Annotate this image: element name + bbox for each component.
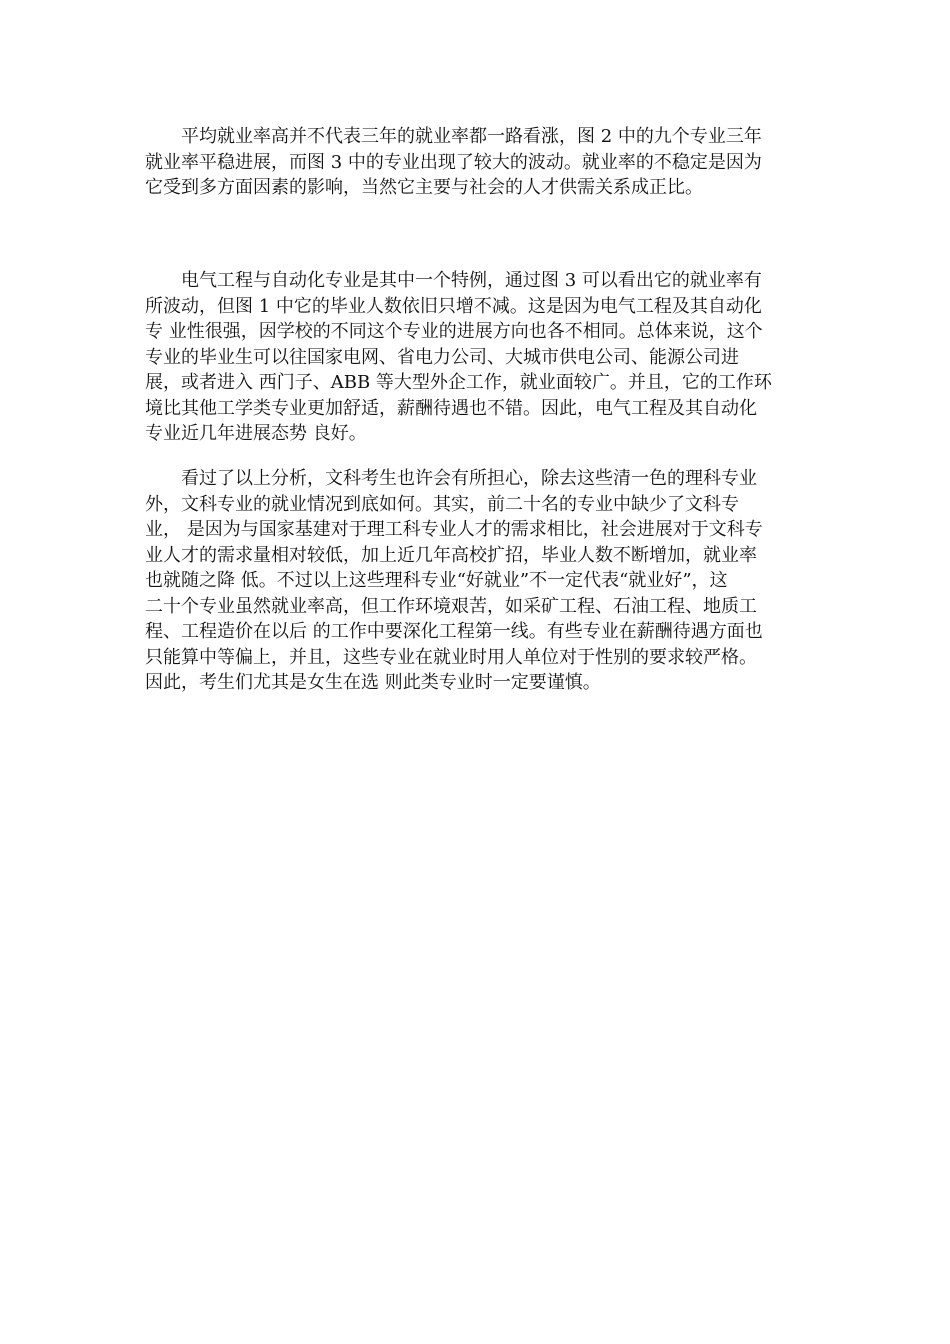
text-line: 专业近几年进展态势 良好。 — [145, 423, 367, 444]
text-line: 看过了以上分析，文科考生也许会有所担心，除去这些清一色的理科专业 — [145, 468, 757, 489]
text-line: 外，文科专业的就业情况到底如何。其实，前二十名的专业中缺少了文科专 — [145, 493, 739, 515]
paragraph-average-employment-rate — [145, 124, 810, 201]
text-line: 所波动，但图 1 中它的毕业人数依旧只增不减。这是因为电气工程及其自动化 — [145, 295, 762, 317]
text-line: 程、工程造价在以后 的工作中要深化工程第一线。有些专业在薪酬待遇方面也 — [145, 621, 763, 642]
text-line: 专业的毕业生可以往国家电网、省电力公司、大城市供电公司、能源公司进 — [145, 346, 739, 368]
text-line: 业人才的需求量相对较低，加上近几年高校扩招，毕业人数不断增加，就业率 — [145, 544, 757, 566]
paragraph-liberal-arts-students — [145, 466, 810, 696]
text-line: 只能算中等偏上，并且，这些专业在就业时用人单位对于性别的要求较严格。 — [145, 646, 757, 668]
text-line: 它受到多方面因素的影响，当然它主要与社会的人才供需关系成正比。 — [145, 177, 703, 198]
text-line: 业， 是因为与国家基建对于理工科专业人才的需求相比，社会进展对于文科专 — [145, 519, 763, 540]
text-line: 就业率平稳进展，而图 3 中的专业出现了较大的波动。就业率的不稳定是因为 — [145, 151, 762, 173]
text-line: 也就随之降 低。不过以上这些理科专业“好就业”不一定代表“就业好”，这 — [145, 570, 728, 591]
text-line: 二十个专业虽然就业率高，但工作环境艰苦，如采矿工程、石油工程、地质工 — [145, 595, 757, 617]
paragraph-electrical-engineering — [145, 268, 810, 447]
text-line: 展，或者进入 西门子、ABB 等大型外企工作，就业面较广。并且，它的工作环 — [145, 372, 772, 393]
text-line: 平均就业率高并不代表三年的就业率都一路看涨，图 2 中的九个专业三年 — [145, 126, 762, 147]
text-line: 专 业性很强，因学校的不同这个专业的进展方向也各不相同。总体来说，这个 — [145, 321, 763, 342]
text-line: 电气工程与自动化专业是其中一个特例，通过图 3 可以看出它的就业率有 — [145, 270, 762, 291]
text-line: 因此，考生们尤其是女生在选 则此类专业时一定要谨慎。 — [145, 672, 601, 693]
text-line: 境比其他工学类专业更加舒适，薪酬待遇也不错。因此，电气工程及其自动化 — [145, 397, 757, 419]
